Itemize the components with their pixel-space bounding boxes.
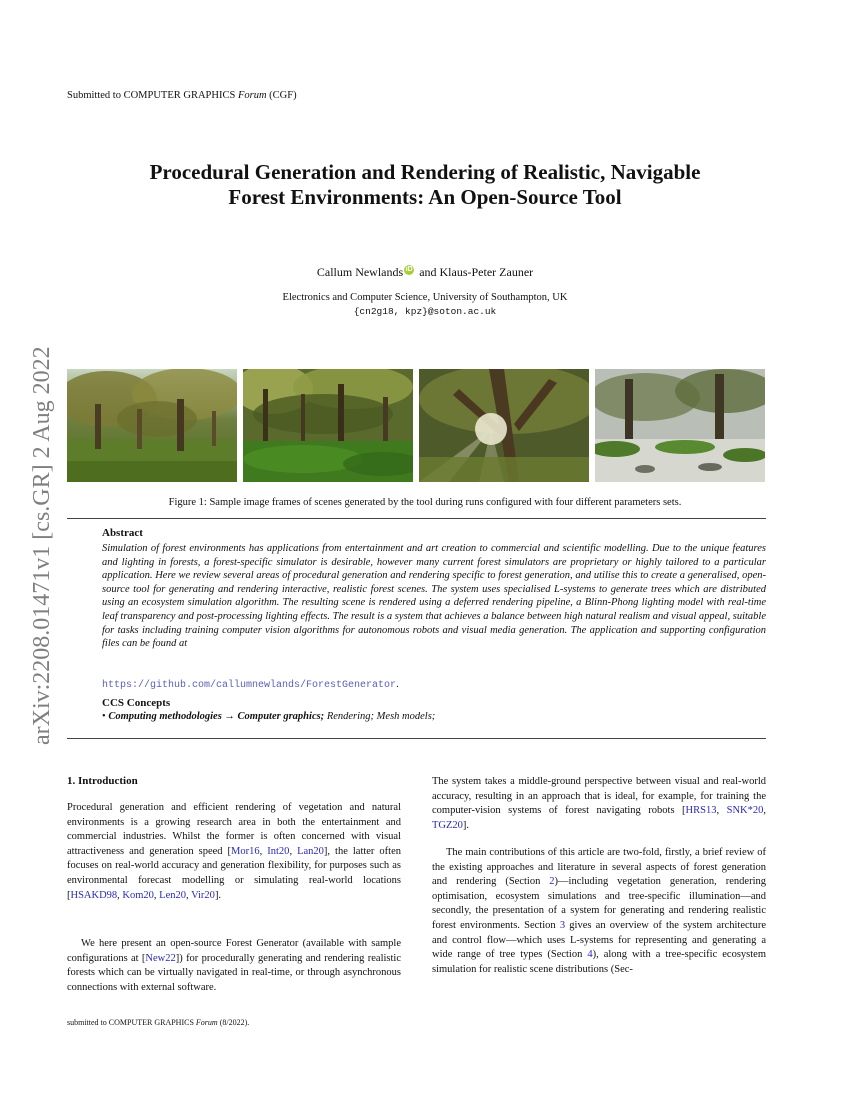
- citation-lan20[interactable]: Lan20: [297, 845, 324, 857]
- abstract-bottom-rule: [67, 738, 766, 739]
- text: gives an overview of the system architecture and control flow—which uses L-systems for representing and generating a wide range of tree types (Section: [432, 919, 766, 961]
- sep: ,: [716, 805, 727, 817]
- abstract-link-end: .: [396, 679, 399, 690]
- ccs-arrow: →: [221, 711, 238, 722]
- journal-header-forum: Forum: [237, 90, 267, 101]
- journal-header: [67, 90, 297, 101]
- citation-len20[interactable]: Len20: [159, 889, 186, 901]
- citation-int20[interactable]: Int20: [267, 845, 290, 857]
- author-klaus-peter-zauner: and Klaus-Peter Zauner: [416, 265, 534, 279]
- title-line-2: Forest Environments: An Open-Source Tool: [228, 185, 622, 209]
- citation-hrs13[interactable]: HRS13: [685, 805, 717, 817]
- sep: ,: [117, 889, 123, 901]
- github-link[interactable]: https://github.com/callumnewlands/ForestGenerator: [102, 680, 397, 691]
- author-list: [0, 265, 850, 280]
- sep: ,: [186, 889, 192, 901]
- abstract-top-rule: [67, 518, 766, 519]
- dense-forest-image: [243, 369, 413, 482]
- intro-left-paragraph-1: [67, 801, 401, 903]
- figure-caption: Figure 1: Sample image frames of scenes generated by the tool during runs configured with four different parameters sets.: [168, 497, 682, 508]
- section-link-4[interactable]: 4: [587, 949, 593, 961]
- abstract-link-line: [102, 679, 399, 691]
- author-emails: {cn2g18, kpz}@soton.ac.uk: [353, 306, 497, 317]
- citation-tgz20[interactable]: TGZ20: [432, 819, 463, 831]
- text: ]) for procedurally generating and rendering realistic forests which can be virtually navigated in real-time, or through asynchronous connections with external software.: [67, 952, 401, 993]
- text: ].: [214, 889, 222, 901]
- abstract-body: Simulation of forest environments has applications from entertainment and art creation to commercial and scientific modelling. Due to the unique features and lighting in forests, a forest-specific simulator is desirable, however many current forest simulators are proprietary or highly tailored to a particular application. Here we review several areas of procedural generation and rendering specific to forest generation, and utilise this to create a generalised, open-source tool for generating and rendering interactive, realistic forest scenes. The system uses specialised L-systems to generate trees which are distributed using an ecosystem simulation algorithm. The resulting scene is rendered using a deferred rendering pipeline, a Blinn-Phong lighting model with real-time leaf transparency and post-processing lighting effects. The result is a system that achieves a balance between high natural realism and visual appeal, suitable for tasks including training computer vision algorithms for autonomous robots and visual media generation. The application and supporting configuration files can be found at: [102, 543, 766, 650]
- citation-snk20[interactable]: SNK*20: [726, 805, 764, 817]
- ccs-computing-methodologies: Computing methodologies: [108, 711, 222, 722]
- oak-forest-image: [67, 369, 237, 482]
- section-link-2[interactable]: 2: [549, 876, 555, 888]
- sep: ,: [289, 845, 298, 857]
- text: The main contributions of this article are two-fold, firstly, a brief review of the existing approaches and literature in several aspects of forest generation and rendering (Section: [432, 847, 766, 888]
- ccs-bullet: •: [102, 711, 109, 722]
- ccs-rest: Rendering; Mesh models;: [324, 711, 436, 722]
- affiliation: Electronics and Computer Science, University of Southampton, UK: [282, 292, 568, 303]
- figure-scene-3: [419, 369, 589, 482]
- text: ], the latter often focuses on real-world accuracy and generation flexibility, for purposes such as environmental forecast modelling or simulating real-world locations [: [67, 845, 402, 901]
- intro-right-paragraph-1: [432, 775, 766, 833]
- figure-scene-2: [243, 369, 413, 482]
- text: The system takes a middle-ground perspective between visual and real-world accuracy, resulting in an approach that is ideal, for example, for training the computer-vision systems of forest navigating robots [: [432, 776, 766, 817]
- ccs-concepts-heading: CCS Concepts: [102, 697, 171, 709]
- section-link-3[interactable]: 3: [559, 919, 566, 931]
- page-footer: [67, 1018, 249, 1027]
- journal-header-suffix: (CGF): [266, 90, 297, 101]
- snowy-forest-image: [595, 369, 765, 482]
- citation-mor16[interactable]: Mor16: [231, 845, 260, 857]
- footer-prefix: submitted to COMPUTER GRAPHICS: [67, 1018, 196, 1027]
- intro-right-paragraph-2: [432, 846, 766, 977]
- abstract-heading: Abstract: [102, 527, 143, 539]
- citation-kom20[interactable]: Kom20: [122, 889, 154, 901]
- footer-suffix: (8/2022).: [217, 1018, 250, 1027]
- text: ].: [462, 819, 470, 831]
- author-callum-newlands: Callum Newlands: [316, 265, 404, 279]
- figure-scene-4: [595, 369, 765, 482]
- title-line-1: Procedural Generation and Rendering of Realistic, Navigable: [149, 160, 701, 184]
- citation-vir20[interactable]: Vir20: [191, 889, 215, 901]
- sunlit-tree-image: [419, 369, 589, 482]
- section-heading-introduction: 1. Introduction: [67, 775, 138, 787]
- citation-hsakd98[interactable]: HSAKD98: [70, 889, 118, 901]
- ccs-concepts-line: [102, 711, 435, 722]
- sep: ,: [763, 805, 766, 817]
- orcid-icon[interactable]: iD: [405, 266, 413, 273]
- sep: ,: [259, 845, 268, 857]
- text: )—including vegetation generation, rendering optimisation, ecosystem simulations and tree-specific illumination—and secondly, the presentation of a system for generating and rendering realistic forest environments. Section: [432, 876, 767, 931]
- journal-header-prefix: Submitted to COMPUTER GRAPHICS: [67, 90, 238, 101]
- paper-title: [60, 160, 790, 210]
- footer-forum: Forum: [195, 1018, 218, 1027]
- ccs-computer-graphics: Computer graphics;: [237, 711, 325, 722]
- text: Procedural generation and efficient rendering of vegetation and natural environments is a growing research area in both the entertainment and commercial industries. Whilst the former is often concerned with visual attractiveness and generation speed [: [67, 802, 401, 857]
- intro-left-paragraph-2: [67, 937, 401, 995]
- arxiv-identifier-stamp: arXiv:2208.01471v1 [cs.GR] 2 Aug 2022: [29, 346, 55, 745]
- figure-scene-1: [67, 369, 237, 482]
- text: ), along with a tree-specific ecosystem simulation for realistic scene distributions (Sec-: [432, 949, 766, 975]
- text: We here present an open-source Forest Generator (available with sample configurations at [: [67, 938, 401, 964]
- citation-new22[interactable]: New22: [145, 952, 176, 964]
- sep: ,: [153, 889, 160, 901]
